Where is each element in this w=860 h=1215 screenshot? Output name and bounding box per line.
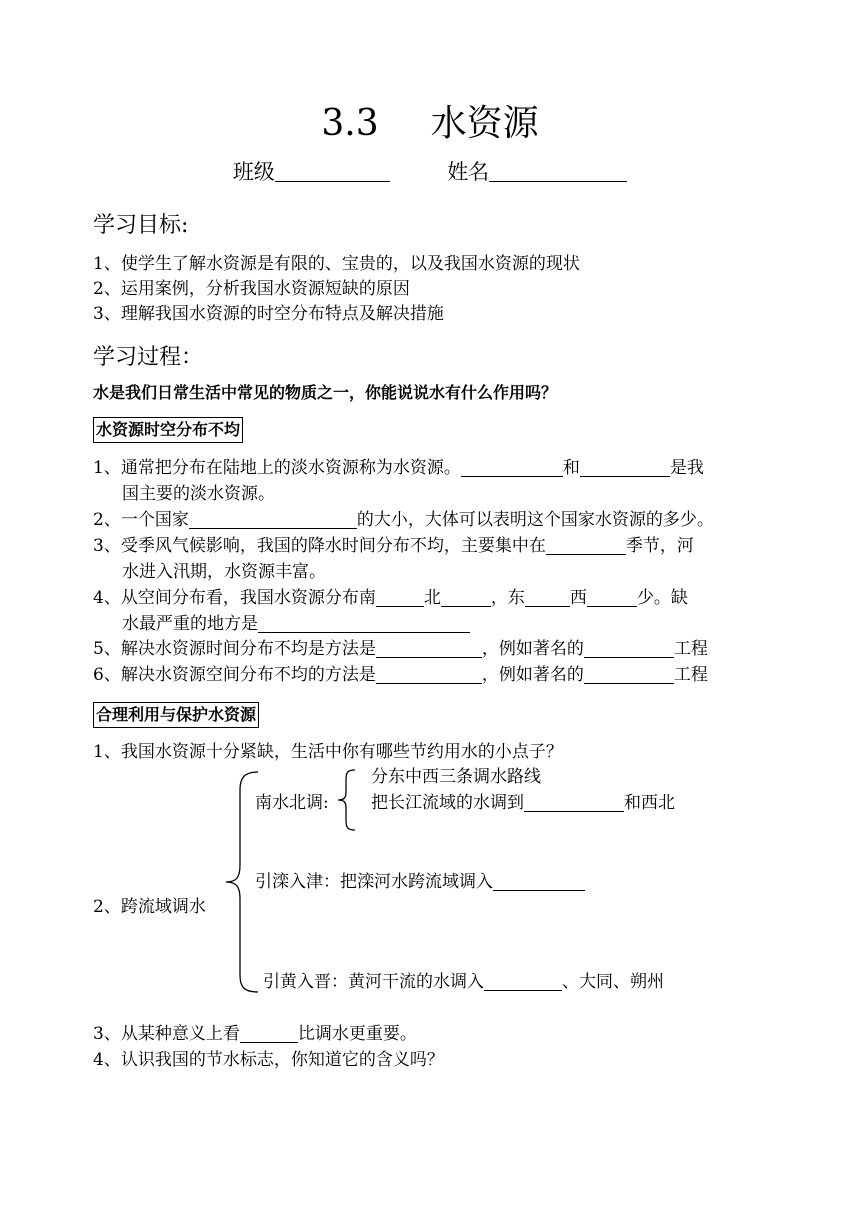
s1-q4-line2: 水最严重的地方是 — [122, 612, 470, 636]
answer-blank[interactable] — [376, 639, 482, 658]
nsbd-label: 南水北调: — [255, 793, 329, 813]
answer-blank[interactable] — [376, 588, 424, 607]
yhrj-item: 引黄入晋：黄河干流的水调入 、大同、朔州 — [263, 972, 664, 992]
objectives-heading: 学习目标: — [93, 213, 189, 238]
answer-blank[interactable] — [525, 588, 570, 607]
s1-q4-line1: 4、从空间分布看，我国水资源分布南 北 ，东 西 少。缺 — [93, 588, 688, 608]
answer-blank[interactable] — [587, 588, 637, 607]
s1-q3-line1: 3、受季风气候影响，我国的降水时间分布不均，主要集中在 季节，河 — [93, 536, 694, 556]
class-name-line — [0, 156, 860, 186]
answer-blank[interactable] — [524, 793, 624, 812]
nsbd-item1: 分东中西三条调水路线 — [371, 767, 541, 787]
objective-item: 1、使学生了解水资源是有限的、宝贵的，以及我国水资源的现状 — [93, 254, 580, 274]
s1-q6: 6、解决水资源空间分布不均的方法是 ，例如著名的 工程 — [93, 665, 708, 685]
answer-blank[interactable] — [189, 510, 357, 529]
s1-q1-line1: 1、通常把分布在陆地上的淡水资源称为水资源。 和 是我 — [93, 458, 704, 478]
answer-blank[interactable] — [580, 458, 670, 477]
answer-blank[interactable] — [240, 1024, 298, 1043]
answer-blank[interactable] — [461, 458, 563, 477]
answer-blank[interactable] — [546, 536, 626, 555]
nsbd-item2: 把长江流域的水调到 和西北 — [371, 793, 675, 813]
s1-q1-line2: 国主要的淡水资源。 — [122, 484, 275, 504]
class-blank[interactable] — [275, 161, 390, 182]
title-number: 3.3 — [321, 103, 379, 144]
name-blank[interactable] — [489, 161, 627, 182]
s2-q4: 4、认识我国的节水标志，你知道它的含义吗？ — [93, 1050, 444, 1070]
answer-blank[interactable] — [584, 639, 674, 658]
section1-heading: 水资源时空分布不均 — [93, 417, 243, 443]
s2-q2-label: 2、跨流域调水 — [93, 897, 206, 917]
answer-blank[interactable] — [584, 665, 674, 684]
process-heading: 学习过程： — [93, 345, 204, 370]
s1-q2: 2、一个国家 的大小，大体可以表明这个国家水资源的多少。 — [93, 510, 714, 530]
inner-brace-icon — [335, 768, 359, 832]
section2-heading: 合理利用与保护水资源 — [93, 702, 259, 728]
objective-item: 2、运用案例，分析我国水资源短缺的原因 — [93, 279, 410, 299]
s1-q5: 5、解决水资源时间分布不均是方法是 ，例如著名的 工程 — [93, 639, 708, 659]
answer-blank[interactable] — [493, 872, 585, 891]
class-label: 班级 — [232, 160, 275, 184]
name-label: 姓名 — [447, 160, 490, 184]
answer-blank[interactable] — [258, 614, 470, 633]
answer-blank[interactable] — [484, 972, 562, 991]
s2-q3: 3、从某种意义上看 比调水更重要。 — [93, 1024, 417, 1044]
page-title — [0, 95, 860, 146]
objective-item: 3、理解我国水资源的时空分布特点及解决措施 — [93, 304, 444, 324]
title-text: 水资源 — [430, 103, 539, 144]
s2-q1: 1、我国水资源十分紧缺，生活中你有哪些节约用水的小点子？ — [93, 742, 563, 762]
answer-blank[interactable] — [376, 665, 482, 684]
yljj-item: 引滦入津：把滦河水跨流域调入 — [255, 870, 585, 894]
s1-q3-line2: 水进入汛期，水资源丰富。 — [122, 562, 326, 582]
process-question: 水是我们日常生活中常见的物质之一，你能说说水有什么作用吗？ — [93, 383, 558, 402]
answer-blank[interactable] — [441, 588, 491, 607]
